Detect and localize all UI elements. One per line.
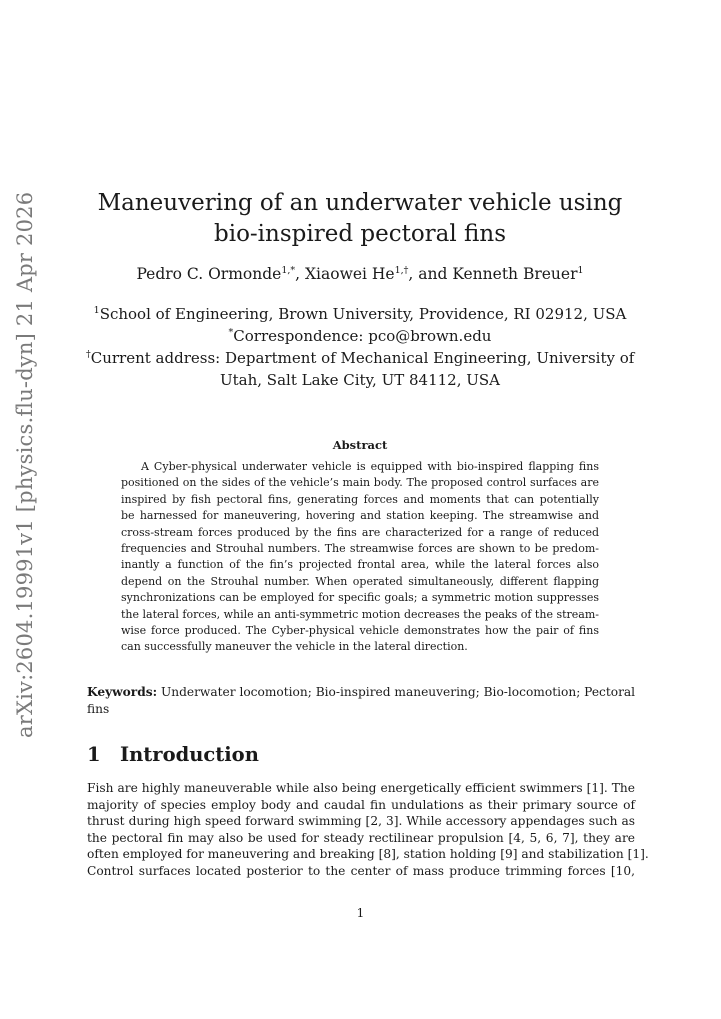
author-name: , and Kenneth Breuer [408,265,578,283]
abstract-line: wise force produced. The Cyber-physical vehicle demonstrates how the pair of fins [121,624,599,638]
affiliation-line: Utah, Salt Lake City, UT 84112, USA [220,371,500,389]
arxiv-identifier: arXiv:2604.19991v1 [physics.flu-dyn] 21 Apr 2026 [13,191,37,738]
correspondence-line: *Correspondence: pco@brown.edu [228,327,492,345]
keywords-line: fins [87,702,110,716]
affiliations [86,303,634,391]
paragraph-line: Control surfaces located posterior to the center of mass produce trimming forces [10, [87,863,635,878]
abstract-line: be harnessed for maneuvering, hovering and station keeping. The streamwise and [121,509,599,523]
abstract-line: depend on the Strouhal number. When operated simultaneously, different flapping [121,574,599,588]
affiliation-mark: 1 [93,305,100,316]
page-number: 1 [356,906,365,920]
paragraph-line: often employed for maneuvering and breaking [8], station holding [9] and stabilization [1]. [87,847,649,861]
keywords-label: Keywords: [87,685,158,699]
affiliation-mark: † [86,349,91,360]
abstract-line: the lateral forces, while an anti-symmetric motion decreases the peaks of the stream- [121,607,599,621]
affiliation-line: †Current address: Department of Mechanical Engineering, University of [86,349,635,367]
abstract-line: frequencies and Strouhal numbers. The streamwise forces are shown to be predom- [121,542,599,556]
author-list [90,265,630,283]
paragraph-line: Fish are highly maneuverable while also being energetically efficient swimmers [1]. The [87,781,635,795]
author-affiliation-mark: 1,* [281,265,296,276]
abstract-line: positioned on the sides of the vehicle’s main body. The proposed control surfaces are [121,476,599,490]
abstract-line: A Cyber-physical underwater vehicle is equipped with bio-inspired flapping fins [141,460,599,473]
section-heading [87,743,259,766]
paragraph-line: the pectoral fin may also be used for steady rectilinear propulsion [4, 5, 6, 7], they are [87,830,635,845]
author-affiliation-mark: 1,† [394,265,409,276]
keywords-text: Underwater locomotion; Bio-inspired maneuvering; Bio-locomotion; Pectoral [160,685,636,699]
abstract-line: inspired by fish pectoral fins, generating forces and moments that can potentially [121,492,599,506]
title-line: bio-inspired pectoral fins [213,221,507,247]
abstract-line: can successfully maneuver the vehicle in the lateral direction. [121,640,468,654]
introduction-paragraph [87,780,649,879]
section-number: 1 [87,743,101,766]
affiliation-mark: * [228,327,234,338]
abstract-heading: Abstract [332,438,388,452]
paragraph-line: thrust during high speed forward swimming [2, 3]. While accessory appendages such as [87,814,635,828]
keywords-line [87,684,635,701]
keywords [87,684,635,718]
author-name: , Xiaowei He [295,265,395,283]
abstract-body [121,459,599,656]
affiliation-line: $^1$School of Engineering, Brown University, Providence, RI 02912, USA [93,305,627,323]
abstract-line: synchronizations can be employed for specific goals; a symmetric motion suppresses [121,591,599,605]
paper-title [90,188,630,250]
abstract-line: cross-stream forces produced by the fins are characterized for a range of reduced [121,525,599,539]
paragraph-line: majority of species employ body and caudal fin undulations as their primary source of [87,797,635,812]
abstract-line: inantly a function of the fin’s projected frontal area, while the lateral forces also [121,558,599,572]
section-title: Introduction [120,743,259,766]
title-line: Maneuvering of an underwater vehicle using [97,190,623,216]
author-affiliation-mark: 1 [577,265,584,276]
author-name: Pedro C. Ormonde [136,265,282,283]
